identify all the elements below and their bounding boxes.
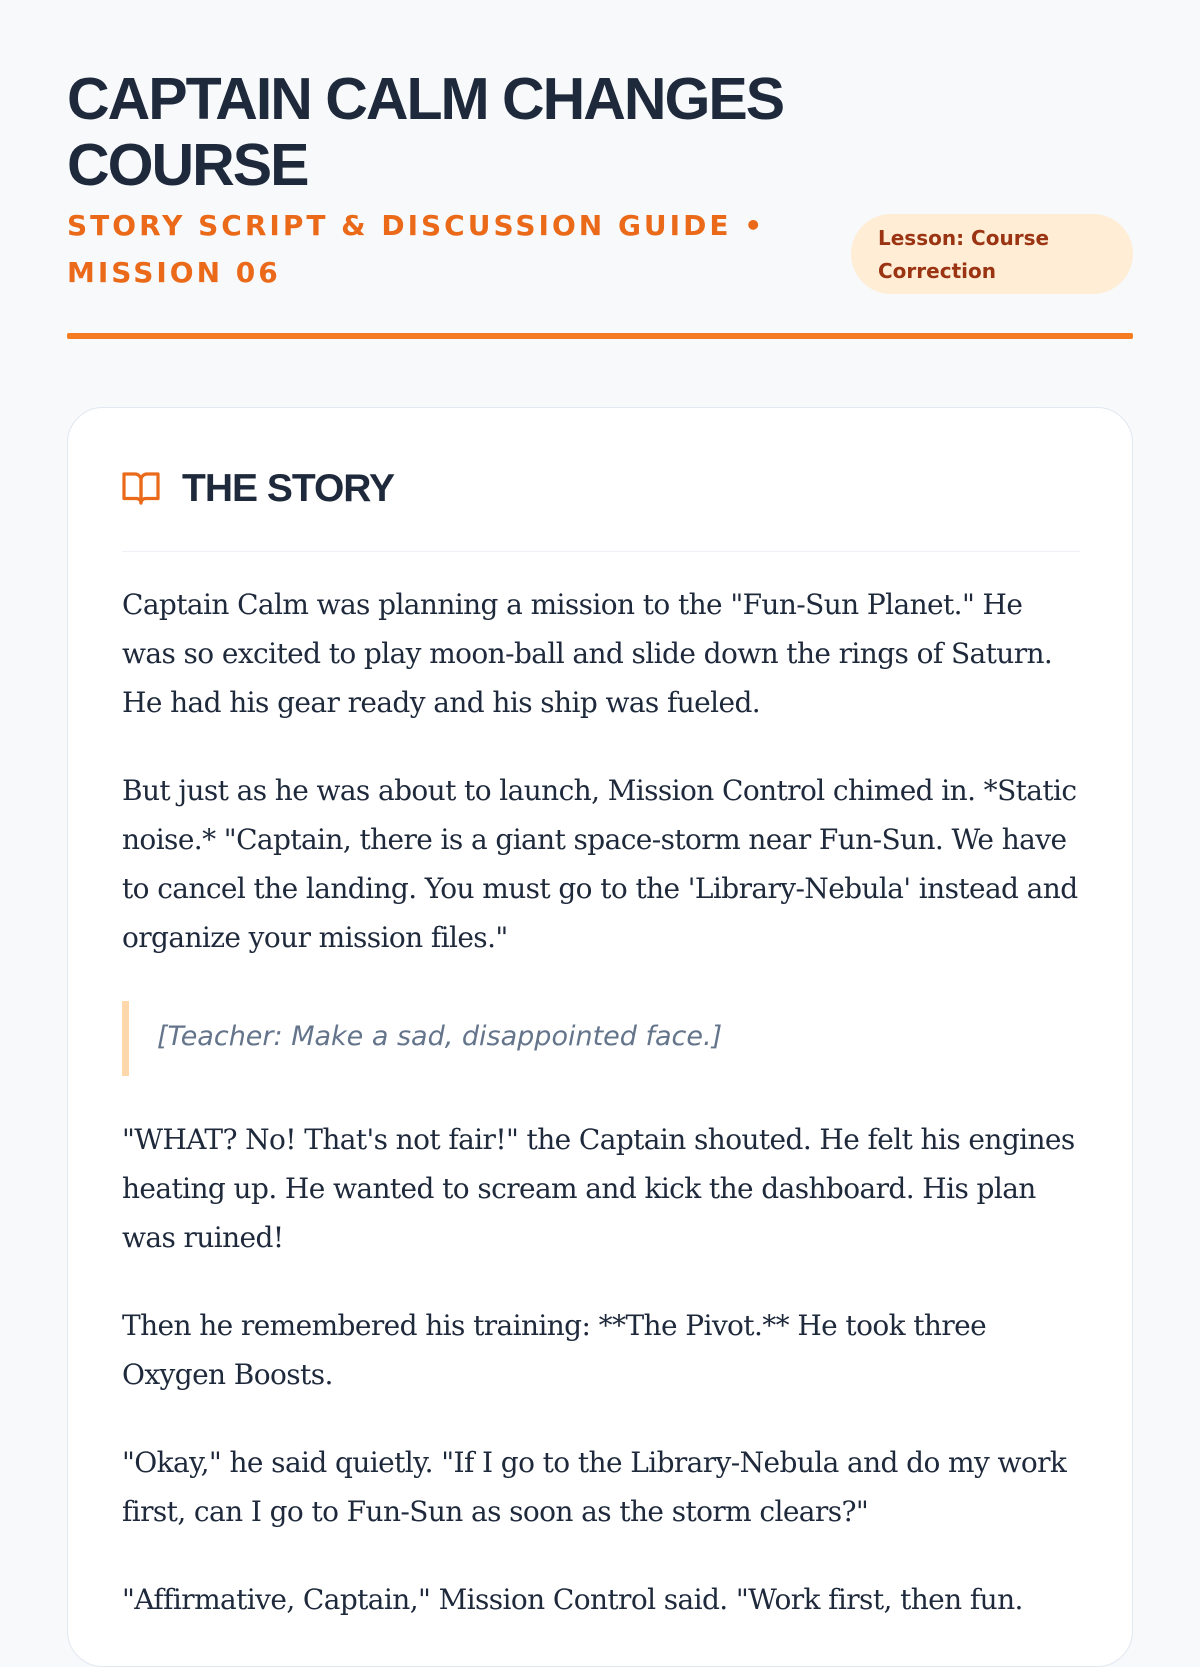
page-header [67, 66, 1133, 289]
teacher-note-bar [122, 1001, 129, 1076]
story-card [67, 407, 1133, 1667]
lesson-badge: Lesson: Course Correction [851, 214, 1133, 294]
book-open-icon [122, 470, 160, 506]
story-paragraph: Captain Calm was planning a mission to the "Fun-Sun Planet." He was so excited to play moon-ball and slide down the rings of Saturn. He had his gear ready and his ship was fueled. [122, 588, 1053, 719]
page-subtitle: STORY SCRIPT & DISCUSSION GUIDE • MISSION 06 [67, 209, 766, 289]
page-title: CAPTAIN CALM CHANGES COURSE [67, 66, 784, 198]
story-section-title: THE STORY [182, 467, 395, 510]
story-body [122, 580, 1082, 1663]
story-paragraph: "WHAT? No! That's not fair!" the Captain shouted. He felt his engines heating up. He wanted to scream and kick the dashboard. His plan was ruined! [122, 1123, 1075, 1254]
story-paragraph: "Affirmative, Captain," Mission Control said. "Work first, then fun. [122, 1583, 1023, 1616]
story-card-header [122, 466, 1080, 552]
teacher-note [122, 1001, 1082, 1076]
story-paragraph: Then he remembered his training: **The Pivot.** He took three Oxygen Boosts. [122, 1309, 987, 1391]
story-paragraph: But just as he was about to launch, Mission Control chimed in. *Static noise.* "Captain, there is a giant space-storm near Fun-Sun. We have to cancel the landing. You must go to the 'Library-Nebula' instead and organize your mission files." [122, 774, 1078, 954]
story-paragraph: "Okay," he said quietly. "If I go to the Library-Nebula and do my work first, can I go to Fun-Sun as soon as the storm clears?" [122, 1446, 1067, 1528]
teacher-note-text: [Teacher: Make a sad, disappointed face.] [157, 1021, 723, 1052]
header-divider [67, 333, 1133, 339]
